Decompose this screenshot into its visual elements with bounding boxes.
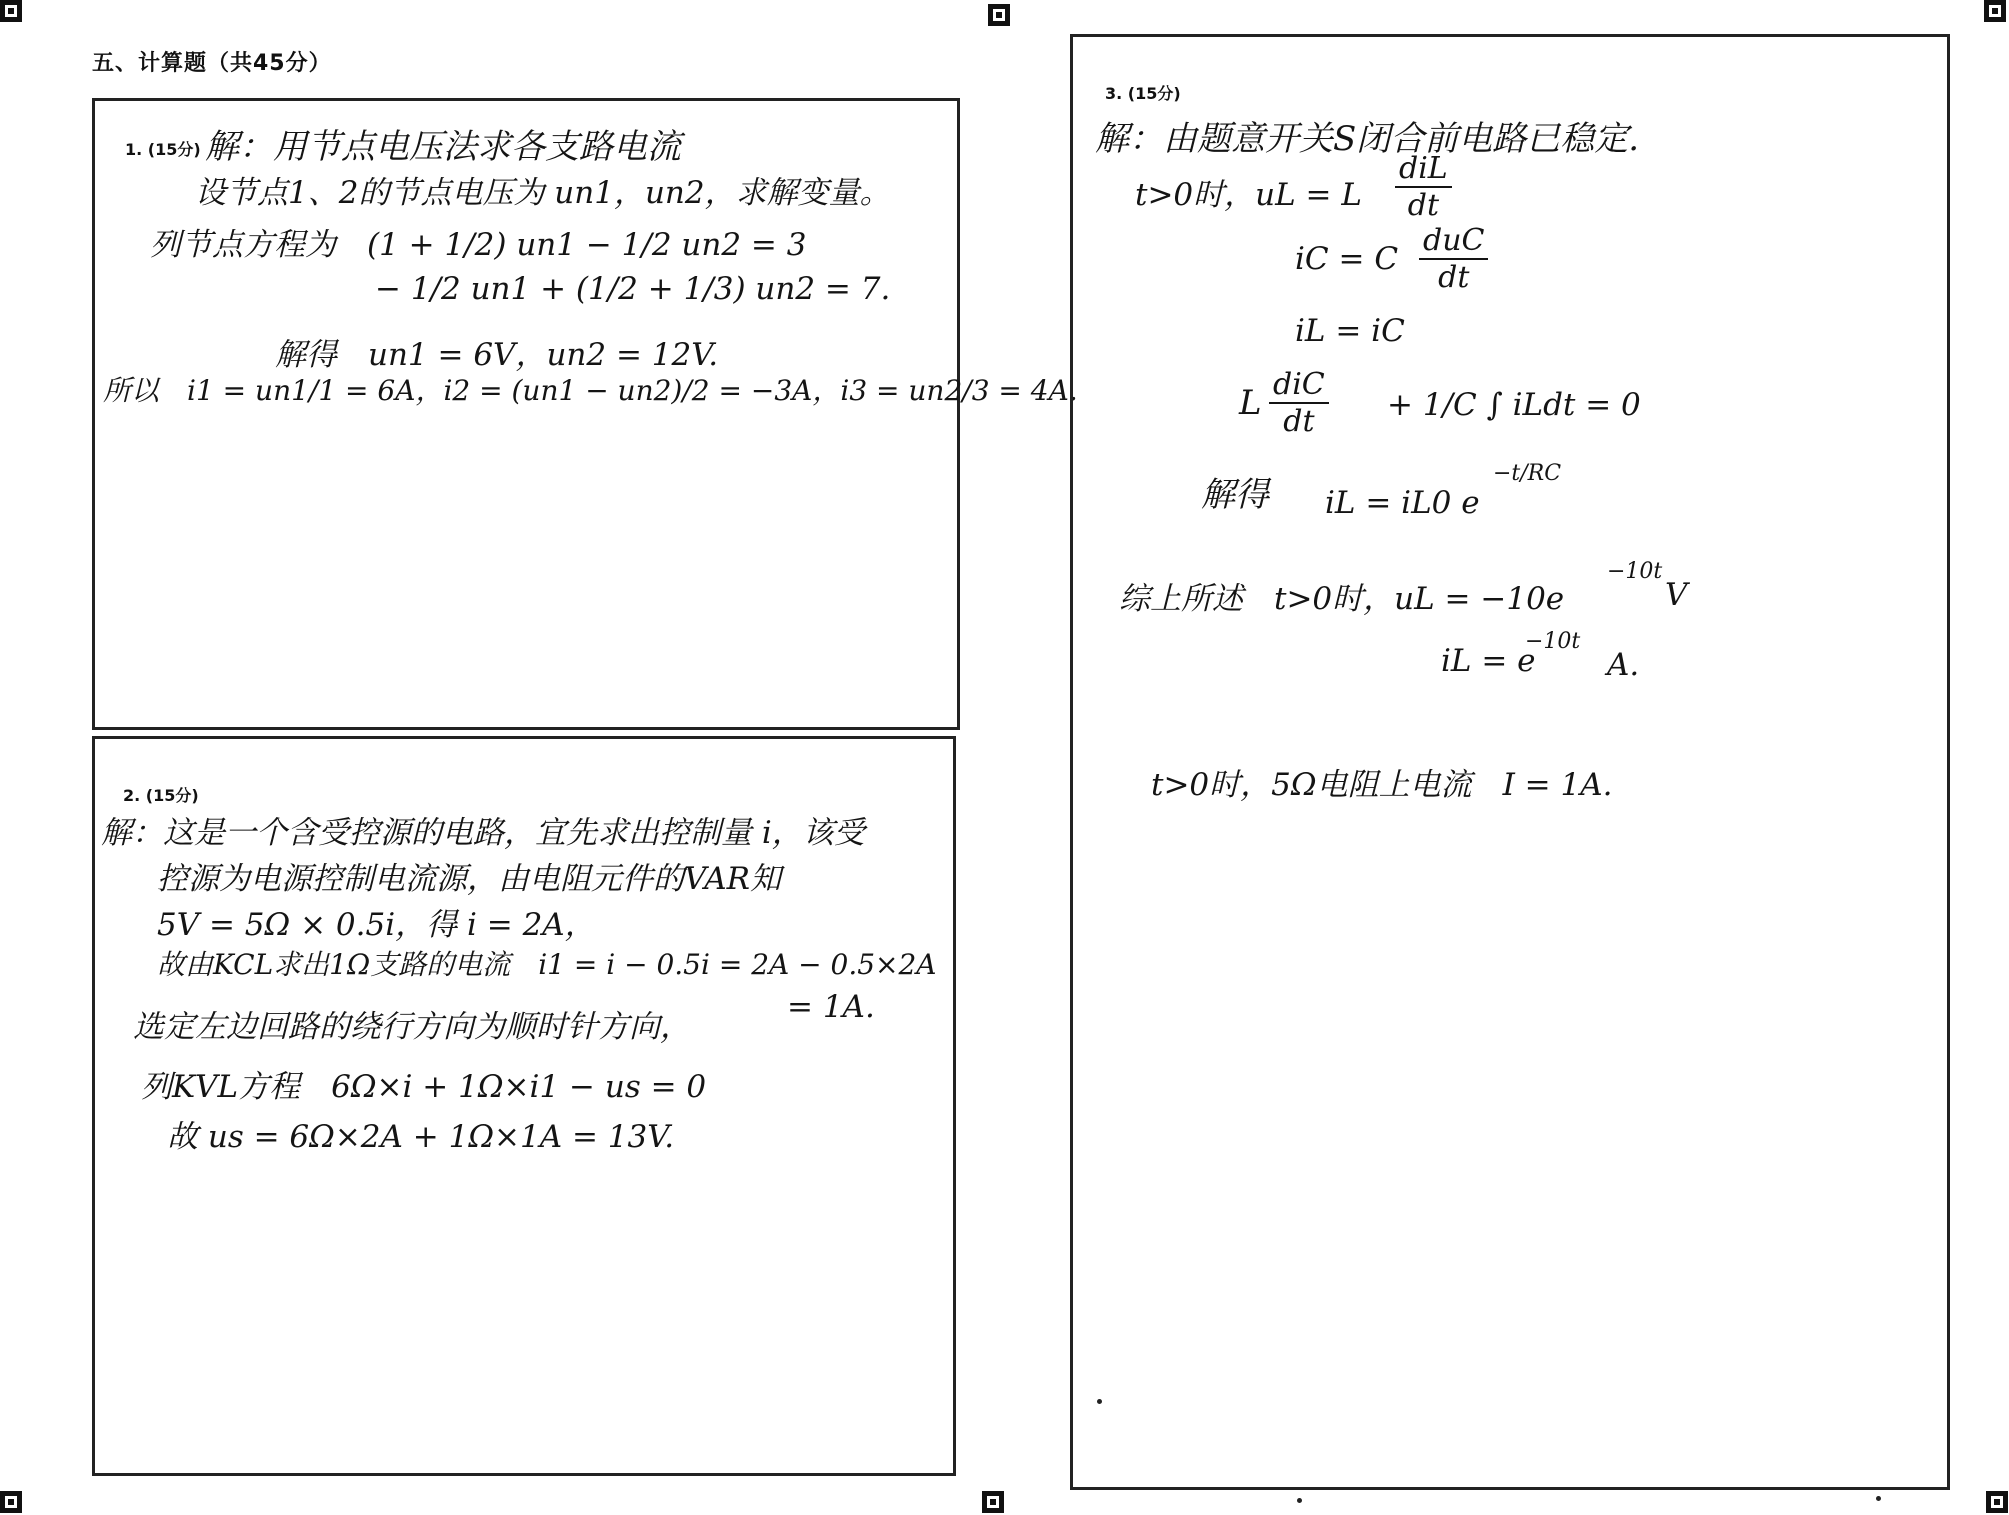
q3-line-3-fraction [1419,223,1488,295]
q3-line-2-prefix: t>0时，uL = L [1135,177,1362,213]
q3-line-4: iL = iC [1295,313,1405,349]
q3-line-5-fraction [1269,367,1329,439]
question-number: 2. (15分) [123,786,199,805]
q3-line-1: 解：由题意开关S闭合前电路已稳定. [1095,119,1640,159]
q3-line-7-expr: 综上所述 t>0时，uL = −10e [1119,581,1565,617]
q3-line-6-label: 解得 [1201,475,1269,515]
question-number: 1. (15分) [125,140,201,159]
q3-line-8-expr: iL = e [1441,643,1536,679]
q3-line-2-fraction [1395,151,1452,223]
section-title: 五、计算题（共45分） [92,51,332,76]
q1-line-3: 列节点方程为 (1 + 1/2) un1 − 1/2 un2 = 3 [150,227,807,263]
stray-mark [1097,1399,1102,1404]
q3-line-8-exponent: −10t [1525,629,1581,654]
fraction-denominator: dt [1283,404,1315,439]
fraction-denominator: dt [1438,260,1470,295]
fraction-numerator: diL [1395,151,1452,188]
stray-mark [1876,1496,1881,1501]
q1-line-1: 解：用节点电压法求各支路电流 [205,127,681,167]
fraction-numerator: diC [1269,367,1329,404]
q3-line-6-expr: iL = iL0 e [1325,485,1480,521]
registration-marker-bottom-left [0,1491,22,1513]
q2-line-4: 故由KCL求出1Ω支路的电流 i1 = i − 0.5i = 2A − 0.5×2A [157,948,937,981]
q3-line-3-prefix: iC = C [1295,241,1399,277]
registration-marker-top-center [988,4,1010,26]
q2-line-2: 控源为电源控制电流源，由电阻元件的VAR知 [157,861,782,897]
q2-line-7: 列KVL方程 6Ω×i + 1Ω×i1 − us = 0 [141,1069,707,1105]
q3-line-8-unit: A. [1607,647,1640,683]
q3-line-9: t>0时，5Ω电阻上电流 I = 1A. [1151,767,1613,803]
q3-line-5-suffix: + 1/C ∫ iLdt = 0 [1387,387,1641,423]
registration-marker-top-left [0,0,22,22]
q2-line-8: 故 us = 6Ω×2A + 1Ω×1A = 13V. [167,1119,675,1155]
q2-line-6: = 1A. [787,989,875,1025]
q2-line-1: 解：这是一个含受控源的电路，宜先求出控制量 i，该受 [101,815,865,851]
stray-mark [1297,1498,1302,1503]
registration-marker-bottom-right [1986,1491,2008,1513]
q3-line-7-unit: V [1665,577,1688,613]
answer-box-q1 [92,98,1078,730]
fraction-numerator: duC [1419,223,1488,260]
q1-line-4: − 1/2 un1 + (1/2 + 1/3) un2 = 7. [375,271,891,307]
registration-marker-top-right [1984,0,2006,22]
q1-line-2: 设节点1、2的节点电压为 un1，un2，求解变量。 [195,175,891,211]
fraction-denominator: dt [1407,188,1439,223]
q3-line-6-exponent: −t/RC [1493,461,1562,486]
q3-line-7-exponent: −10t [1607,559,1663,584]
q1-line-6: 所以 i1 = un1/1 = 6A，i2 = (un1 − un2)/2 = −3A，i3 = un2/3 = 4A. [103,374,1078,407]
q2-line-5: 选定左边回路的绕行方向为顺时针方向， [133,1009,691,1045]
registration-marker-bottom-center [982,1491,1004,1513]
q3-line-5-prefix: L [1239,383,1262,423]
answer-box-q2 [92,736,956,1476]
q2-line-3: 5V = 5Ω × 0.5i，得 i = 2A， [157,907,596,943]
answer-box-q3 [1070,34,1950,1490]
q1-line-5: 解得 un1 = 6V，un2 = 12V. [275,337,719,373]
question-number: 3. (15分) [1105,84,1181,103]
